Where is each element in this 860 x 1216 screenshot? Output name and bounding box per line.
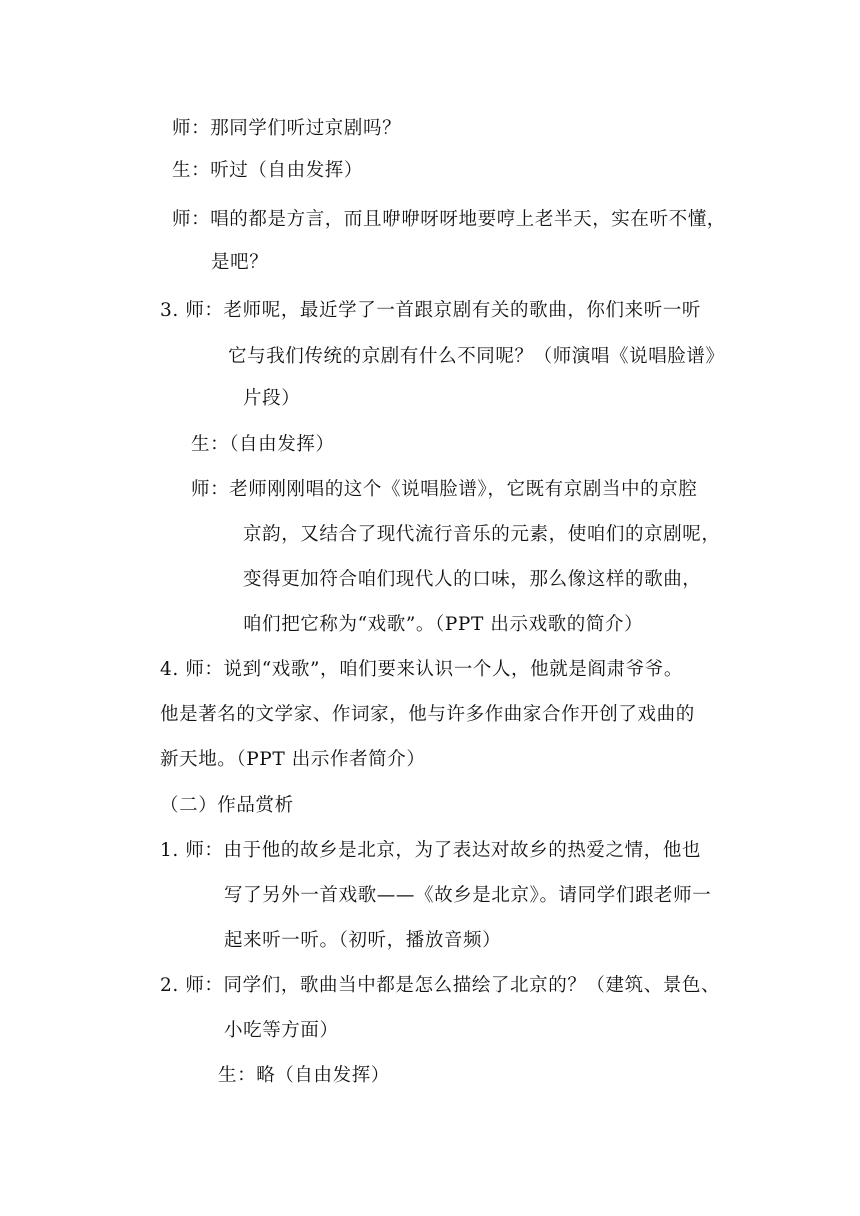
text-line: 生：（自由发挥） <box>191 434 335 455</box>
text-line: 是吧？ <box>211 252 269 273</box>
text-line: 它与我们传统的京剧有什么不同呢？（师演唱《说唱脸谱》 <box>228 346 725 367</box>
text-line: 新天地。（PPT 出示作者简介） <box>160 749 426 770</box>
section-heading: （二）作品赏析 <box>160 795 294 816</box>
text-line: 4. 师：说到“戏歌”，咱们要来认识一个人，他就是阎肃爷爷。 <box>160 659 683 680</box>
text-line: 变得更加符合咱们现代人的口味，那么像这样的歌曲， <box>243 569 702 590</box>
text-line: 写了另外一首戏歌——《故乡是北京》。请同学们跟老师一 <box>224 885 712 906</box>
text-line: 师：那同学们听过京剧吗？ <box>172 118 402 139</box>
text-line: 小吃等方面） <box>224 1020 339 1041</box>
text-line: 3. 师：老师呢，最近学了一首跟京剧有关的歌曲，你们来听一听 <box>160 300 702 321</box>
text-line: 师：老师刚刚唱的这个《说唱脸谱》，它既有京剧当中的京腔 <box>191 479 698 500</box>
text-line: 咱们把它称为“戏歌”。（PPT 出示戏歌的简介） <box>243 614 644 635</box>
text-line: 2. 师：同学们，歌曲当中都是怎么描绘了北京的？（建筑、景色、 <box>160 975 721 996</box>
text-line: 京韵，又结合了现代流行音乐的元素，使咱们的京剧呢， <box>243 524 721 545</box>
text-line: 生：略（自由发挥） <box>218 1065 390 1086</box>
text-line: 他是著名的文学家、作词家，他与许多作曲家合作开创了戏曲的 <box>160 704 695 725</box>
text-line: 片段） <box>243 388 301 409</box>
text-line: 生：听过（自由发挥） <box>172 160 364 181</box>
text-line: 起来听一听。（初听，播放音频） <box>224 930 502 951</box>
text-line: 师：唱的都是方言，而且咿咿呀呀地要哼上老半天，实在听不懂， <box>172 209 726 230</box>
text-line: 1. 师：由于他的故乡是北京，为了表达对故乡的热爱之情，他也 <box>160 840 702 861</box>
